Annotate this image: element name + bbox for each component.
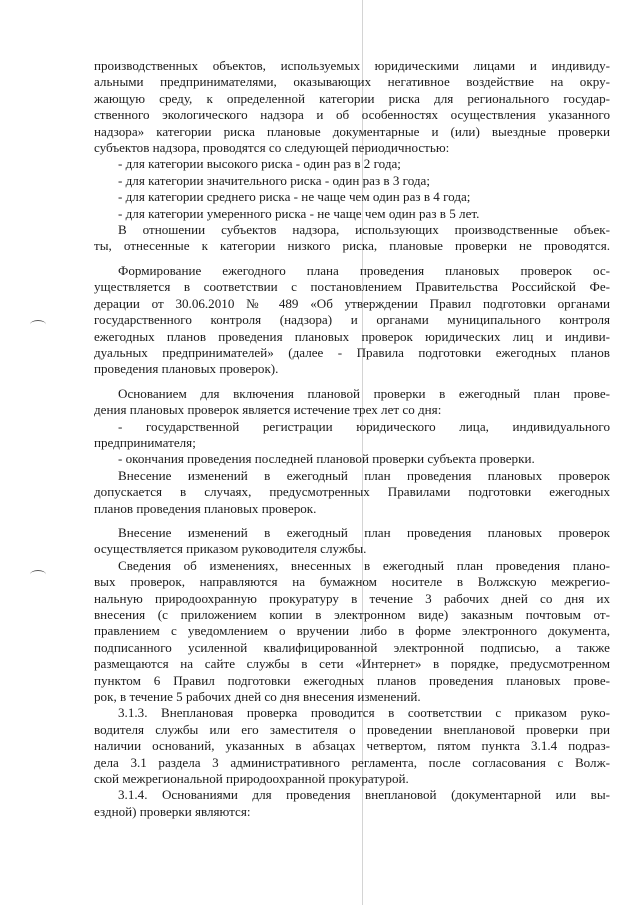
text-line: ездной) проверки являются: [94,803,251,819]
text-line: надзора» категории риска плановые документарные и (или) выездные проверки [94,123,610,139]
text-line: Внесение изменений в ежегодный план проведения плановых проверок [118,467,610,483]
document-body [94,58,610,820]
paragraph-gap [94,378,610,386]
margin-mark [30,320,46,329]
text-line: - окончания проведения последней плановой проверки субъекта проверки. [118,451,535,467]
text-line: вых проверок, направляются на бумажном носителе в Волжскую межрегио- [94,574,610,590]
text-line: В отношении субъектов надзора, использующих производственные объек- [118,222,610,238]
paragraph-gap [94,255,610,263]
margin-mark [30,570,46,579]
text-line: ской межрегиональной природоохранной прокуратурой. [94,771,409,787]
text-line: Внесение изменений в ежегодный план проведения плановых проверок [118,524,610,540]
text-line: субъектов надзора, проводятся со следующей периодичностью: [94,140,450,156]
text-line: ты, отнесенные к категории низкого риска, плановые проверки не проводятся. [94,238,610,254]
text-line: - государственной регистрации юридического лица, индивидуального [118,418,610,434]
text-line: предпринимателя; [94,434,196,450]
text-line: дерации от 30.06.2010 № 489 «Об утверждении Правил подготовки органами [94,295,610,311]
text-line: подписанного усиленной квалифицированной электронной подписью, а также [94,639,610,655]
text-line: пунктом 6 Правил подготовки ежегодных планов проведения плановых прове- [94,672,610,688]
text-line: дения плановых проверок является истечение трех лет со дня: [94,402,442,418]
text-line: - для категории среднего риска - не чаще чем один раз в 4 года; [118,189,471,205]
text-line: наличии оснований, указанных в абзацах четвертом, пятом пункта 3.1.4 подраз- [94,738,610,754]
text-line: внесения (с приложением копии в электронном виде) заказным почтовым от- [94,607,610,622]
text-line: планов проведения плановых проверок. [94,500,317,516]
text-line: ственного экологического надзора и об особенностях осуществления указанного [94,107,610,123]
text-line: осуществляется приказом руководителя службы. [94,541,367,557]
text-line: дуальных предпринимателей» (далее - Правила подготовки ежегодных планов [94,344,610,360]
text-line: допускается в случаях, предусмотренных Правилами подготовки ежегодных [94,484,610,500]
text-line: государственного контроля (надзора) и органами муниципального контроля [94,312,610,328]
text-line: уществляется в соответствии с постановлением Правительства Российской Фе- [94,279,610,295]
text-line: водителя службы или его заместителя о проведении внеплановой проверки при [94,721,610,737]
text-line: 3.1.4. Основаниями для проведения внеплановой (документарной или вы- [118,787,610,803]
text-line: производственных объектов, используемых юридическими лицами и индивиду- [94,58,610,73]
text-line: - для категории значительного риска - один раз в 3 года; [118,172,431,188]
text-line: рок, в течение 5 рабочих дней со дня внесения изменений. [94,689,421,705]
text-line: проведения плановых проверок). [94,361,279,377]
text-line: Сведения об изменениях, внесенных в ежегодный план проведения плано- [118,557,610,573]
text-line: 3.1.3. Внеплановая проверка проводится в соответствии с приказом руко- [118,705,610,721]
text-line: альными предпринимателями, оказывающих негативное воздействие на окру- [94,74,610,90]
text-line: - для категории умеренного риска - не чаще чем один раз в 5 лет. [118,205,480,221]
text-line: Формирование ежегодного плана проведения плановых проверок ос- [118,262,610,278]
text-line: дела 3.1 раздела 3 административного регламента, после согласования с Волж- [94,754,610,770]
text-line: - для категории высокого риска - один раз в 2 года; [118,156,401,172]
text-line: Основанием для включения плановой проверки в ежегодный план прове- [118,385,610,401]
text-line: нальную природоохранную прокуратуру в течение 3 рабочих дней со дня их [94,590,610,606]
text-line: ежегодных планов проведения плановых проверок юридических лиц и индиви- [94,328,610,344]
text-line: правлением с уведомлением о вручении либо в форме электронного документа, [94,623,610,639]
text-line: жающую среду, к определенной категории риска для регионального государ- [94,90,610,106]
text-line: размещаются на сайте службы в сети «Интернет» в порядке, предусмотренном [94,656,610,672]
paragraph-gap [94,517,610,525]
